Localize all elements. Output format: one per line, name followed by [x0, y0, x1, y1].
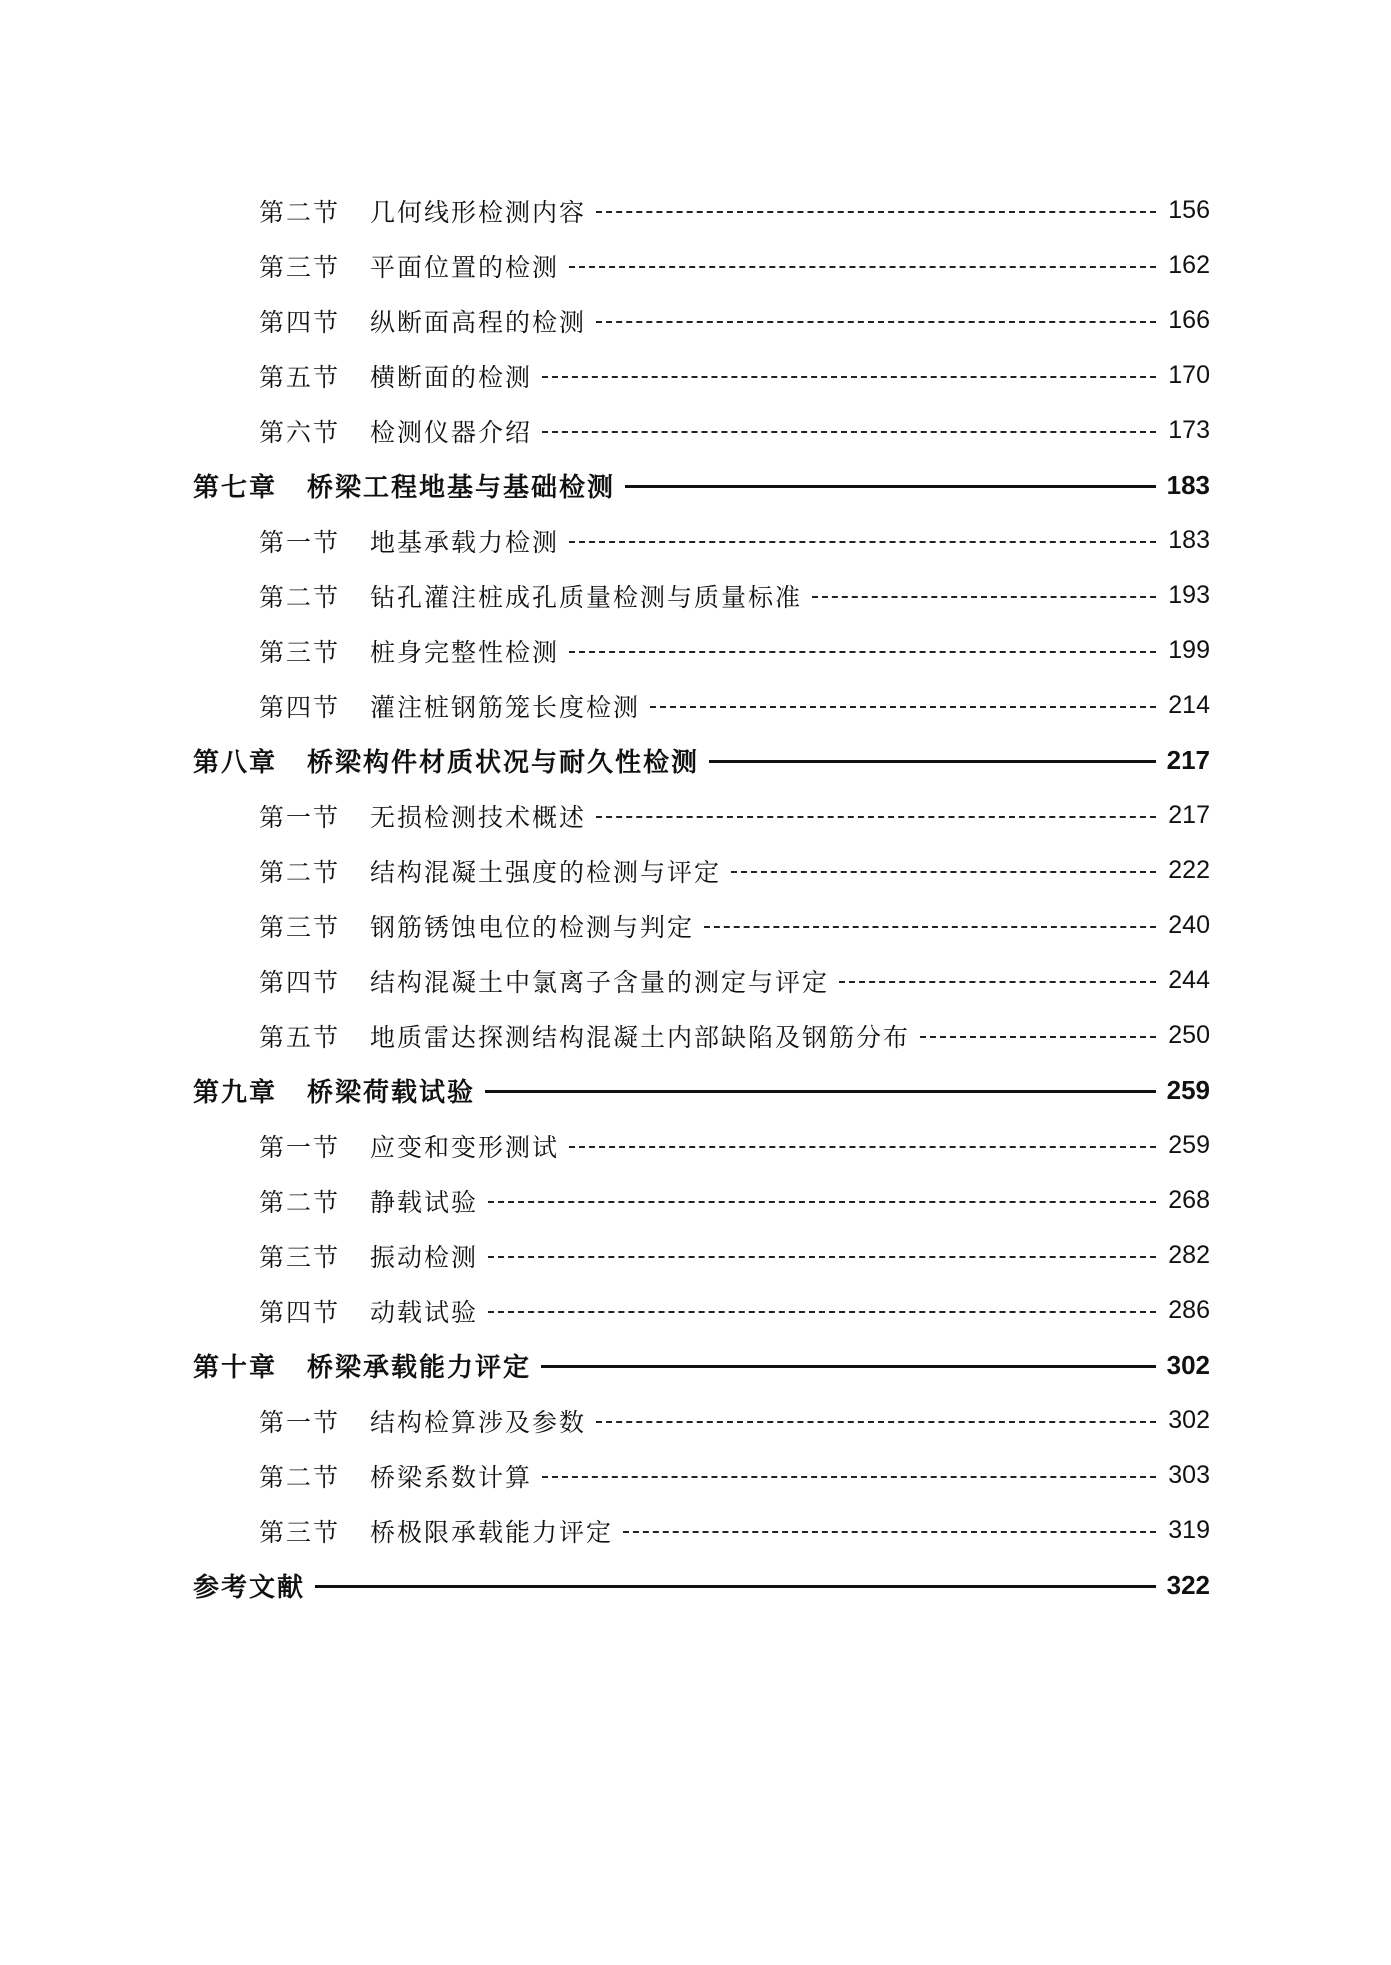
toc-dot-leader — [542, 431, 1156, 433]
toc-entry-title: 桩身完整性检测 — [370, 637, 560, 667]
toc-entry-title: 地基承载力检测 — [370, 527, 560, 557]
toc-section-entry[interactable] — [259, 843, 1210, 898]
toc-chapter-entry[interactable] — [193, 1063, 1210, 1118]
toc-entry-title: 桥梁工程地基与基础检测 — [307, 473, 616, 503]
toc-section-entry[interactable] — [259, 678, 1210, 733]
toc-entry-title: 结构检算涉及参数 — [370, 1407, 587, 1437]
toc-section-entry[interactable] — [259, 513, 1210, 568]
toc-entry-label: 第二节 — [259, 857, 341, 887]
toc-chapter-entry[interactable] — [193, 733, 1210, 788]
table-of-contents — [0, 183, 1391, 1613]
toc-entry-title: 静载试验 — [370, 1187, 479, 1217]
toc-dot-leader — [488, 1256, 1156, 1258]
toc-entry-title: 检测仪器介绍 — [370, 417, 533, 447]
toc-section-entry[interactable] — [259, 1173, 1210, 1228]
toc-dot-leader — [839, 981, 1156, 983]
toc-entry-label: 第四节 — [259, 967, 341, 997]
toc-entry-label: 第三节 — [259, 1517, 341, 1547]
toc-chapter-entry[interactable] — [193, 1338, 1210, 1393]
toc-page-number: 240 — [1168, 911, 1210, 939]
toc-page-number: 259 — [1166, 1075, 1210, 1105]
toc-entry-label: 第三节 — [259, 252, 341, 282]
toc-entry-title: 钻孔灌注桩成孔质量检测与质量标准 — [370, 582, 803, 612]
toc-page-number: 259 — [1168, 1131, 1210, 1159]
toc-page-number: 217 — [1166, 745, 1210, 775]
toc-page-number: 162 — [1168, 251, 1210, 279]
toc-entry-label: 第一节 — [259, 1132, 341, 1162]
toc-page-number: 286 — [1168, 1296, 1210, 1324]
toc-entry-label: 第一节 — [259, 1407, 341, 1437]
toc-section-entry[interactable] — [259, 623, 1210, 678]
toc-page-number: 250 — [1168, 1021, 1210, 1049]
toc-entry-label: 第一节 — [259, 527, 341, 557]
toc-page-number: 183 — [1166, 470, 1210, 500]
toc-page-number: 302 — [1166, 1350, 1210, 1380]
toc-dot-leader — [650, 706, 1156, 708]
toc-entry-title: 桥极限承载能力评定 — [370, 1517, 614, 1547]
toc-page-number: 214 — [1168, 691, 1210, 719]
toc-entry-title: 地质雷达探测结构混凝土内部缺陷及钢筋分布 — [370, 1022, 911, 1052]
toc-section-entry[interactable] — [259, 348, 1210, 403]
toc-entry-label: 第五节 — [259, 1022, 341, 1052]
toc-page-number: 244 — [1168, 966, 1210, 994]
toc-page-number: 173 — [1168, 416, 1210, 444]
toc-entry-title: 钢筋锈蚀电位的检测与判定 — [370, 912, 695, 942]
toc-dot-leader — [596, 1421, 1156, 1423]
toc-entry-title: 桥梁荷载试验 — [307, 1078, 476, 1108]
toc-section-entry[interactable] — [259, 1448, 1210, 1503]
toc-section-entry[interactable] — [259, 1228, 1210, 1283]
toc-entry-title: 平面位置的检测 — [370, 252, 560, 282]
toc-section-entry[interactable] — [259, 403, 1210, 458]
toc-entry-label: 第二节 — [259, 1462, 341, 1492]
toc-entry-label: 第三节 — [259, 1242, 341, 1272]
toc-section-entry[interactable] — [259, 1393, 1210, 1448]
toc-page-number: 166 — [1168, 306, 1210, 334]
toc-section-entry[interactable] — [259, 788, 1210, 843]
toc-entry-label: 第十章 — [193, 1353, 278, 1383]
toc-entry-title: 横断面的检测 — [370, 362, 533, 392]
toc-page-number: 322 — [1166, 1570, 1210, 1600]
toc-entry-title: 无损检测技术概述 — [370, 802, 587, 832]
toc-dot-leader — [731, 871, 1156, 873]
toc-page-number: 156 — [1168, 196, 1210, 224]
toc-dot-leader — [569, 541, 1156, 543]
toc-entry-label: 参考文献 — [193, 1573, 306, 1603]
toc-entry-label: 第二节 — [259, 197, 341, 227]
toc-entry-title: 灌注桩钢筋笼长度检测 — [370, 692, 641, 722]
toc-dot-leader — [596, 816, 1156, 818]
toc-page-number: 302 — [1168, 1406, 1210, 1434]
toc-dot-leader — [709, 760, 1156, 763]
toc-section-entry[interactable] — [259, 1283, 1210, 1338]
toc-page-number: 193 — [1168, 581, 1210, 609]
toc-entry-title: 桥梁构件材质状况与耐久性检测 — [307, 748, 700, 778]
toc-entry-label: 第七章 — [193, 473, 278, 503]
toc-page-number: 199 — [1168, 636, 1210, 664]
toc-page-number: 303 — [1168, 1461, 1210, 1489]
toc-entry-label: 第八章 — [193, 748, 278, 778]
toc-dot-leader — [315, 1585, 1156, 1588]
toc-dot-leader — [541, 1365, 1156, 1368]
toc-entry-label: 第六节 — [259, 417, 341, 447]
toc-entry-title: 结构混凝土强度的检测与评定 — [370, 857, 722, 887]
toc-section-entry[interactable] — [259, 293, 1210, 348]
toc-entry-title: 振动检测 — [370, 1242, 479, 1272]
toc-entry-label: 第四节 — [259, 692, 341, 722]
toc-section-entry[interactable] — [259, 183, 1210, 238]
toc-entry-label: 第四节 — [259, 1297, 341, 1327]
toc-chapter-entry[interactable] — [193, 458, 1210, 513]
toc-entry-title: 结构混凝土中氯离子含量的测定与评定 — [370, 967, 830, 997]
toc-section-entry[interactable] — [259, 898, 1210, 953]
toc-entry-label: 第二节 — [259, 1187, 341, 1217]
toc-entry-title: 动载试验 — [370, 1297, 479, 1327]
toc-entry-title: 纵断面高程的检测 — [370, 307, 587, 337]
toc-dot-leader — [488, 1311, 1156, 1313]
toc-entry-label: 第三节 — [259, 637, 341, 667]
toc-section-entry[interactable] — [259, 1503, 1210, 1558]
toc-dot-leader — [569, 266, 1156, 268]
toc-page-number: 319 — [1168, 1516, 1210, 1544]
toc-page-number: 222 — [1168, 856, 1210, 884]
toc-dot-leader — [569, 651, 1156, 653]
toc-section-entry[interactable] — [259, 1008, 1210, 1063]
toc-entry-label: 第九章 — [193, 1078, 278, 1108]
toc-section-entry[interactable] — [259, 953, 1210, 1008]
toc-entry-label: 第一节 — [259, 802, 341, 832]
toc-entry-label: 第四节 — [259, 307, 341, 337]
toc-dot-leader — [920, 1036, 1156, 1038]
toc-section-entry[interactable] — [259, 238, 1210, 293]
toc-references-entry[interactable] — [193, 1558, 1210, 1613]
toc-page-number: 282 — [1168, 1241, 1210, 1269]
toc-section-entry[interactable] — [259, 568, 1210, 623]
toc-entry-title: 桥梁系数计算 — [370, 1462, 533, 1492]
toc-dot-leader — [812, 596, 1156, 598]
toc-page-number: 170 — [1168, 361, 1210, 389]
toc-entry-label: 第二节 — [259, 582, 341, 612]
toc-dot-leader — [488, 1201, 1156, 1203]
toc-entry-title: 几何线形检测内容 — [370, 197, 587, 227]
toc-page-number: 268 — [1168, 1186, 1210, 1214]
toc-page-number: 183 — [1168, 526, 1210, 554]
toc-dot-leader — [542, 376, 1156, 378]
toc-entry-label: 第三节 — [259, 912, 341, 942]
toc-dot-leader — [596, 211, 1156, 213]
toc-section-entry[interactable] — [259, 1118, 1210, 1173]
toc-dot-leader — [542, 1476, 1156, 1478]
toc-dot-leader — [623, 1531, 1156, 1533]
toc-dot-leader — [569, 1146, 1156, 1148]
toc-dot-leader — [596, 321, 1156, 323]
toc-entry-title: 桥梁承载能力评定 — [307, 1353, 532, 1383]
toc-dot-leader — [704, 926, 1156, 928]
toc-entry-label: 第五节 — [259, 362, 341, 392]
toc-dot-leader — [625, 485, 1156, 488]
toc-page-number: 217 — [1168, 801, 1210, 829]
toc-dot-leader — [485, 1090, 1156, 1093]
toc-entry-title: 应变和变形测试 — [370, 1132, 560, 1162]
